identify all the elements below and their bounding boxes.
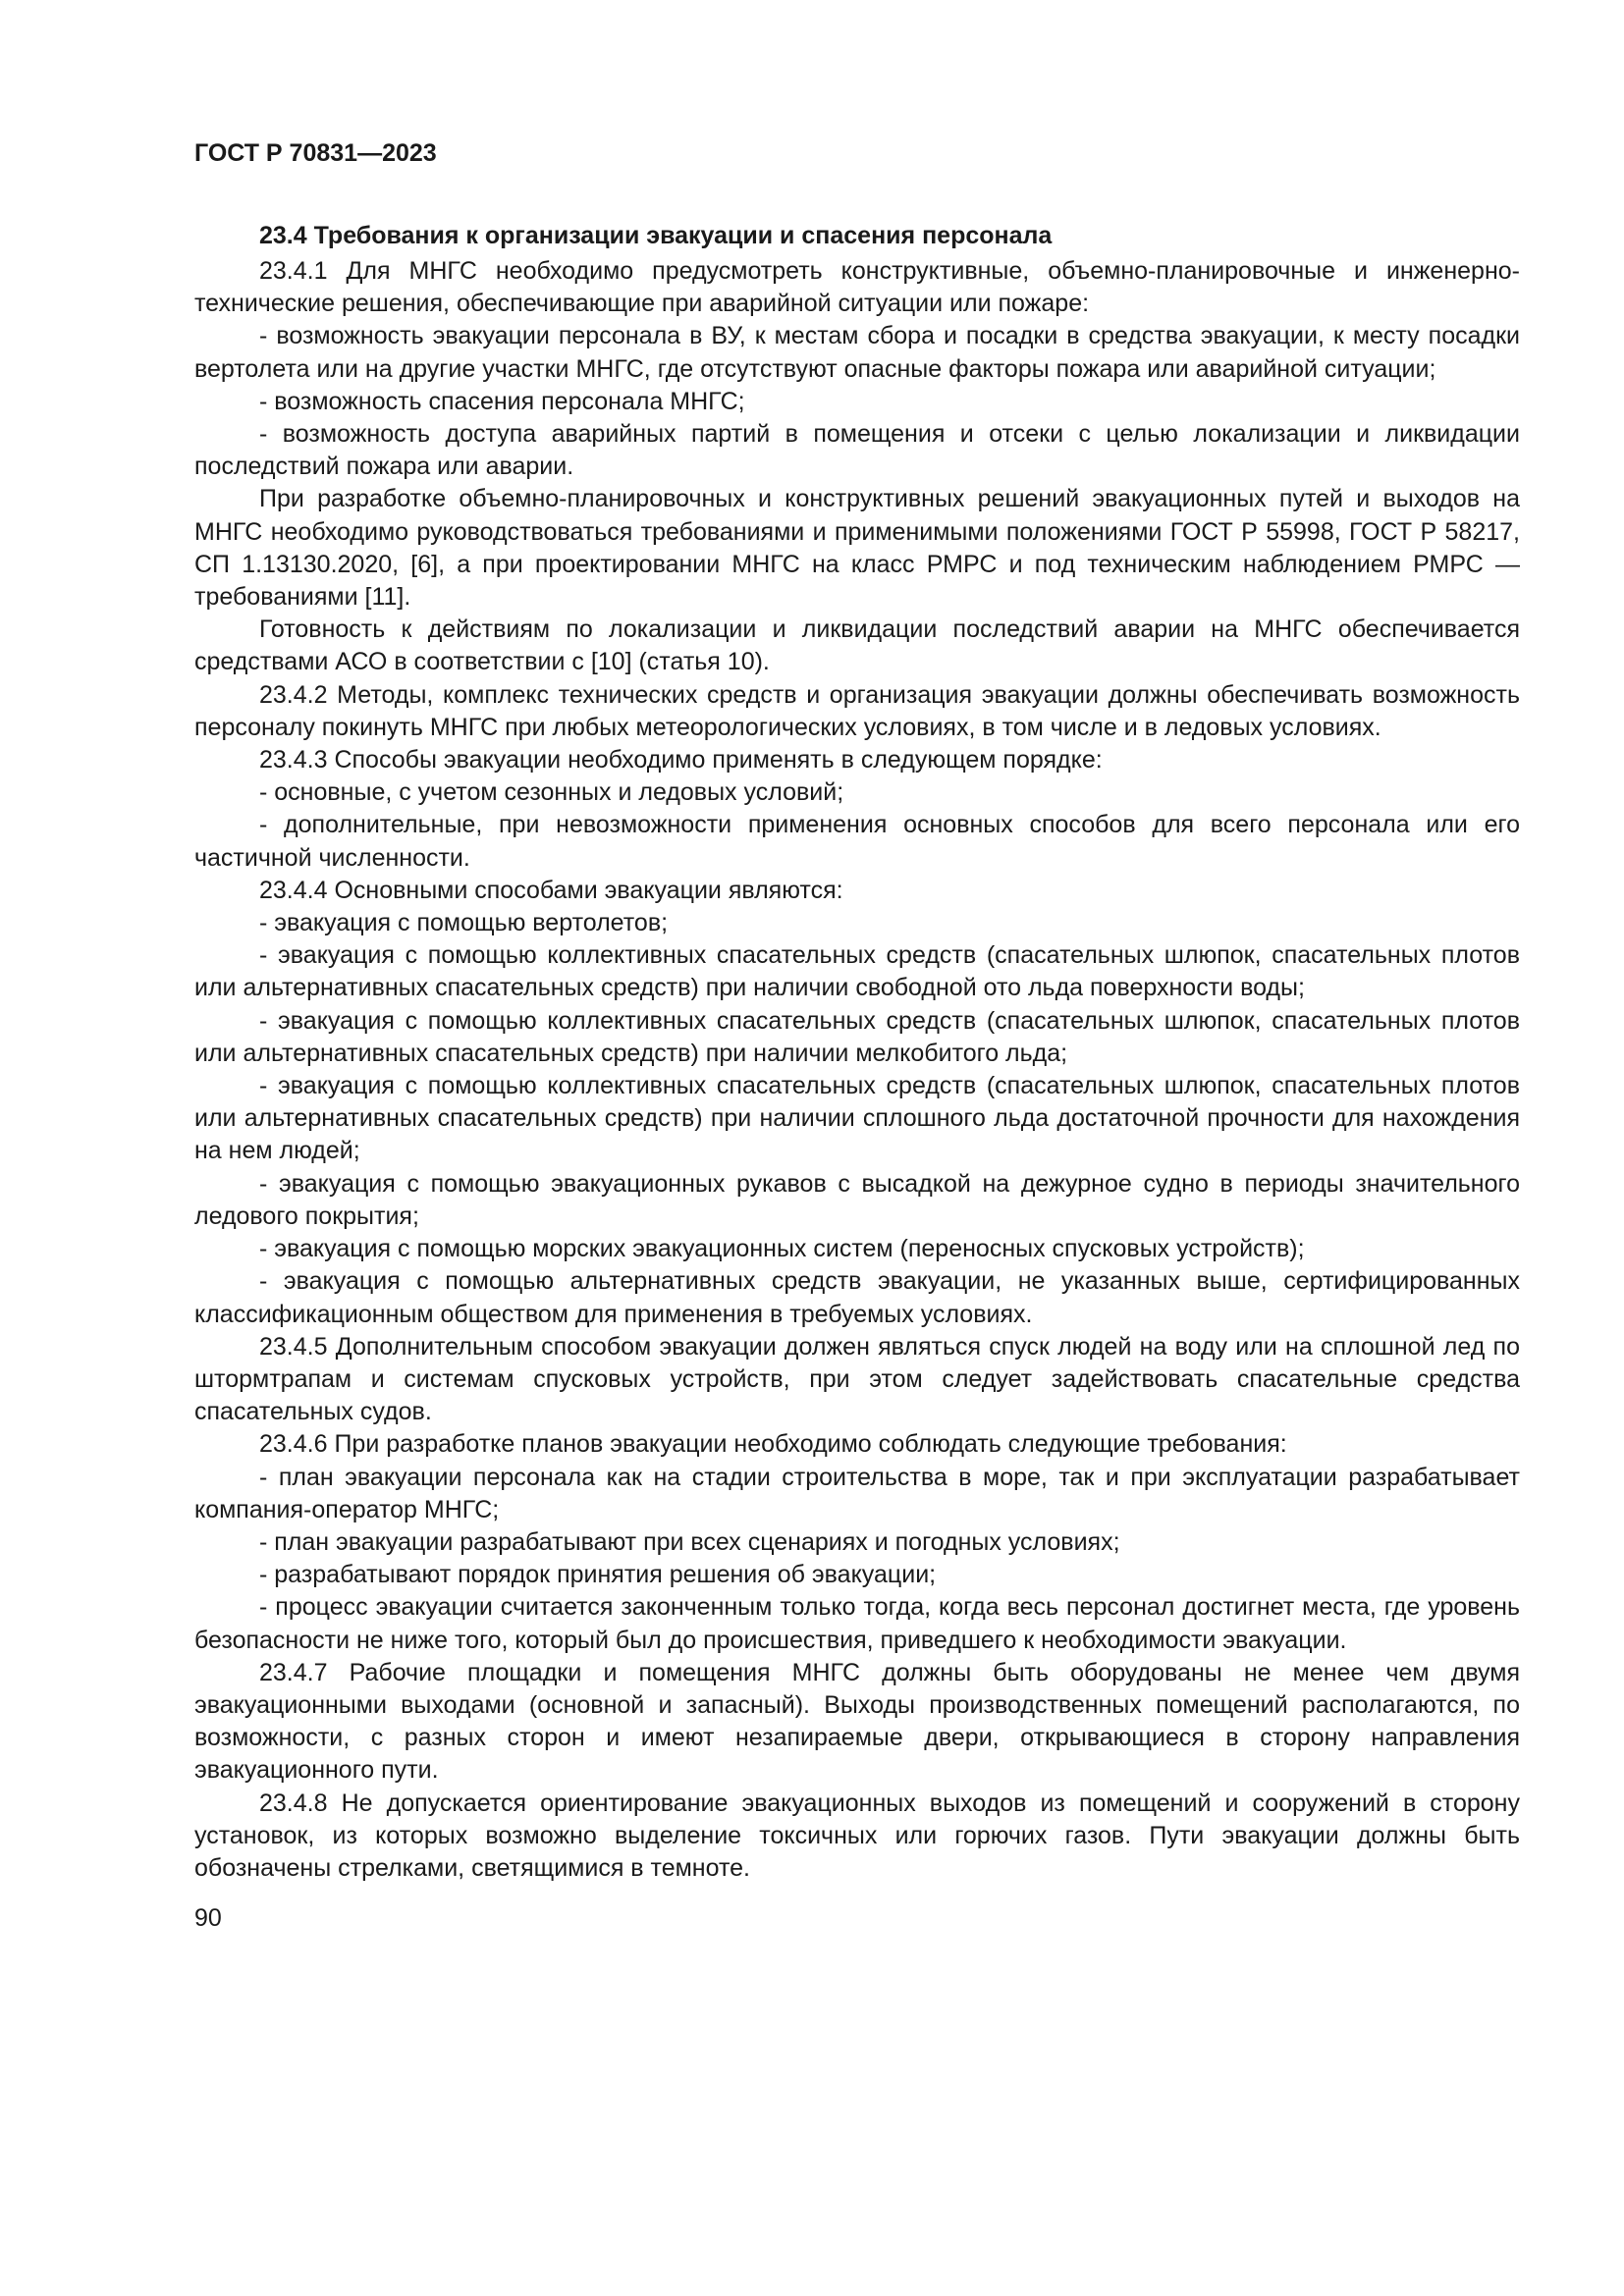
section-body [194,255,1520,1885]
paragraph: 23.4.7 Рабочие площадки и помещения МНГС должны быть оборудованы не менее чем двумя эвакуационными выходами (основной и запасный). Выходы производственных помещений располагаются, по возможности, с разных сторон и имеют незапираемые двери, открывающиеся в сторону направления эвакуационного пути. [194,1658,1520,1785]
page-number: 90 [194,1904,222,1933]
paragraph: - возможность спасения персонала МНГС; [259,387,745,415]
paragraph: - план эвакуации персонала как на стадии строительства в море, так и при эксплуатации разрабатывает компания-оператор МНГС; [194,1463,1520,1523]
paragraph: 23.4.4 Основными способами эвакуации являются: [259,876,843,904]
paragraph: 23.4.2 Методы, комплекс технических средств и организация эвакуации должны обеспечивать возможность персоналу покинуть МНГС при любых метеорологических условиях, в том числе и в ледовых условиях. [194,680,1520,741]
paragraph: 23.4.8 Не допускается ориентирование эвакуационных выходов из помещений и сооружений в сторону установок, из которых возможно выделение токсичных или горючих газов. Пути эвакуации должны быть обозначены стрелками, светящимися в темноте. [194,1789,1520,1882]
document-page [194,137,1520,1934]
document-code-header: ГОСТ Р 70831—2023 [194,139,437,167]
paragraph: - эвакуация с помощью морских эвакуационных систем (переносных спусковых устройств); [259,1235,1305,1263]
paragraph: 23.4.1 Для МНГС необходимо предусмотреть конструктивные, объемно-планировочные и инженерно-технические решения, обеспечивающие при аварийной ситуации или пожаре: [194,257,1520,318]
paragraph: Готовность к действиям по локализации и ликвидации последствий аварии на МНГС обеспечивается средствами АСО в соответствии с [10] (статья 10). [194,615,1520,676]
paragraph: - основные, с учетом сезонных и ледовых условий; [259,778,844,807]
paragraph: - возможность доступа аварийных партий в помещения и отсеки с целью локализации и ликвидации последствий пожара или аварии. [194,420,1520,481]
paragraph: - процесс эвакуации считается законченным только тогда, когда весь персонал достигнет места, где уровень безопасности не ниже того, который был до происшествия, приведшего к необходимости эвакуации. [194,1593,1520,1654]
paragraph: - эвакуация с помощью альтернативных средств эвакуации, не указанных выше, сертифицированных классификационным обществом для применения в требуемых условиях. [194,1267,1520,1328]
paragraph: - план эвакуации разрабатывают при всех сценариях и погодных условиях; [259,1527,1120,1556]
paragraph: 23.4.3 Способы эвакуации необходимо применять в следующем порядке: [259,746,1103,774]
paragraph: - эвакуация с помощью эвакуационных рукавов с высадкой на дежурное судно в периоды значительного ледового покрытия; [194,1169,1520,1230]
paragraph: - возможность эвакуации персонала в ВУ, к местам сбора и посадки в средства эвакуации, к месту посадки вертолета или на другие участки МНГС, где отсутствуют опасные факторы пожара или аварийной ситуации; [194,322,1520,383]
paragraph: 23.4.6 При разработке планов эвакуации необходимо соблюдать следующие требования: [259,1430,1287,1459]
paragraph: - эвакуация с помощью коллективных спасательных средств (спасательных шлюпок, спасательных плотов или альтернативных спасательных средств) при наличии мелкобитого льда; [194,1006,1520,1067]
paragraph: - эвакуация с помощью коллективных спасательных средств (спасательных шлюпок, спасательных плотов или альтернативных спасательных средств) при наличии сплошного льда достаточной прочности для нахождения на нем людей; [194,1072,1520,1165]
paragraph: - разрабатывают порядок принятия решения об эвакуации; [259,1561,937,1589]
paragraph: - дополнительные, при невозможности применения основных способов для всего персонала или его частичной численности. [194,811,1520,872]
section-title: 23.4 Требования к организации эвакуации и спасения персонала [259,222,1053,249]
paragraph: - эвакуация с помощью вертолетов; [259,909,669,937]
paragraph: 23.4.5 Дополнительным способом эвакуации должен являться спуск людей на воду или на сплошной лед по штормтрапам и системам спусковых устройств, при этом следует задействовать спасательные средства спасательных судов. [194,1332,1520,1426]
paragraph: При разработке объемно-планировочных и конструктивных решений эвакуационных путей и выходов на МНГС необходимо руководствоваться требованиями и применимыми положениями ГОСТ Р 55998, ГОСТ Р 58217, СП 1.13130.2020, [6], а при проектировании МНГС на класс РМРС и под техническим наблюдением РМРС — требованиями [11]. [194,485,1520,612]
paragraph: - эвакуация с помощью коллективных спасательных средств (спасательных шлюпок, спасательных плотов или альтернативных спасательных средств) при наличии свободной ото льда поверхности воды; [194,941,1520,1002]
